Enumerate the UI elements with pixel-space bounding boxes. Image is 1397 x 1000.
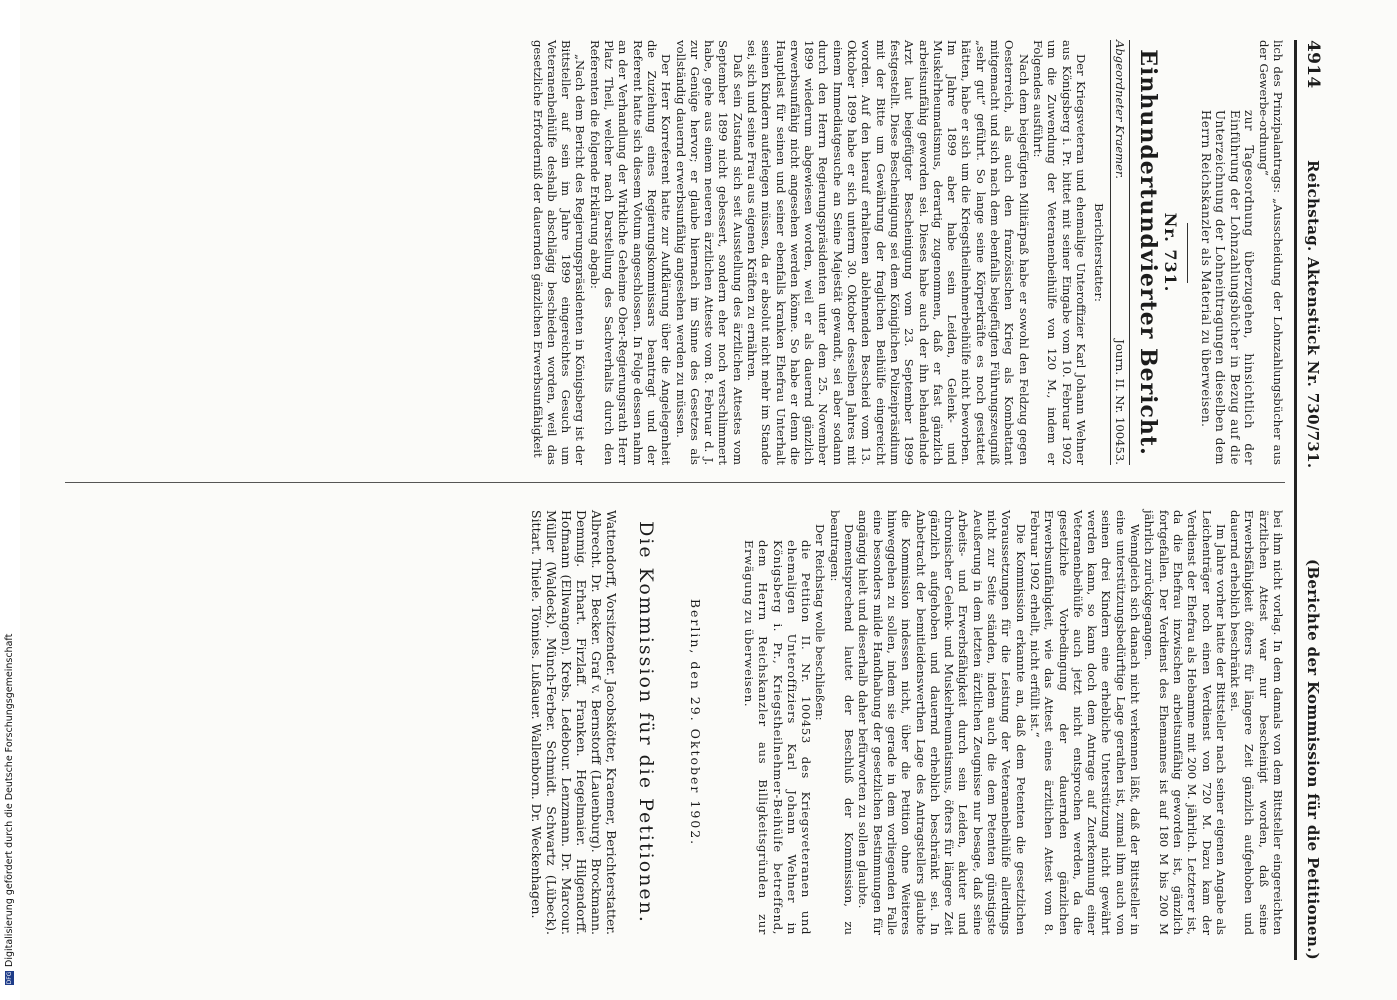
paragraph: Der Kriegsveteran und ehemalige Unteroffizier Karl Johann Wehner aus Königsberg i. Pr. bittet mit seiner Eingabe vom 10. Februar 1902 um die Zuwendung der Veteranenbeihülfe von 120 M., indem er Folgendes ausführt:: [1030, 40, 1088, 465]
rotated-page-content: [48, 0, 1345, 1000]
signoff-date: Berlin, den 29. Oktober 1902.: [687, 598, 703, 847]
section-divider: [1187, 223, 1188, 283]
header-section: (Berichte der Kommission für die Petitionen.): [1304, 559, 1322, 960]
paragraph: bei ihm nicht vorlag. In dem damals von dem Bittsteller eingereichten ärztlichen Attest war nur bescheinigt worden, daß seine Erwerbsfähigkeit öfters für längere Zeit gänzlich aufgehoben und dauernd erheblich beschränkt sei.: [1228, 510, 1285, 935]
dfg-logo-icon: DFG: [6, 971, 13, 985]
page-number: 4914: [1303, 40, 1323, 89]
continuation-text: lich des Prinzipalantrags: „Ausscheidung der Lohnzahlungsbücher aus der Gewerbe-ordnung“: [1256, 40, 1285, 465]
paragraph: Der Herr Korreferent hatte zur Aufklärung über die Angelegenheit die Zuziehung eines Regierungskommissars beantragt und der Referent hatte sich diesem Votum angeschlossen. In Folge dessen nahm an der Verhandlung der Wirkliche Geheime Ober-Regierungsrath Herr Platz Theil, welcher nach Darstellung des Sachverhalts durch den Referenten die folgende Erklärung abgab:: [587, 40, 674, 465]
reporter-name: Abgeordneter Kraemer.: [1113, 40, 1128, 179]
paragraph: Daß sein Zustand sich seit Ausstellung des ärztlichen Attestes vom September 1899 nicht gebessert, sondern eher noch verschlimmert habe, gehe aus einem neueren ärztlichen Atteste vom 8. Februar d. J. zur Genüge hervor; er glaube hiernach im Sinne des Gesetzes als vollständig dauernd erwerbsunfähig angesehen werden zu müssen.: [673, 40, 745, 465]
header-title: Reichstag. Aktenstück Nr. 730/731.: [1304, 160, 1322, 469]
page-header: [1294, 40, 1323, 960]
paragraph: Im Jahre vorher hatte der Bittsteller nach seiner eigenen Angabe als Leichenträger noch einen Verdienst von 720 M. Dazu kam der Verdienst der Ehefrau als Hebamme mit 200 M. jährlich. Letzterer ist, da die Ehefrau inzwischen arbeitsunfähig geworden ist, gänzlich fortgefallen. Der Verdienst des Ehemannes ist auf 180 M bis 200 M jährlich zurückgegangen.: [1142, 510, 1228, 935]
reporter-label: Berichterstatter:: [1092, 203, 1107, 302]
commission-members: Wattendorff, Vorsitzender. Jacobskötter, Kraemer, Berichterstatter. Albrecht. Dr. Becker. Graf v. Bernstorff (Lauenburg). Brockmann. Demmig. Erhart. Firzlaff. Franken. Hegelmaier. Hilgendorff. Hofmann (Ellwangen). Krebs. Ledebour. Lenzmann. Dr. Marcour. Müller (Waldeck). Münch-Ferber. Schmidt. Schwartz (Lübeck). Sittart. Thiele. Tönnies. Lußauer. Wallenborn. Dr. Weckenhagen.: [529, 510, 620, 935]
credit-text: Digitalisierung gefördert durch die Deutsche Forschungsgemeinschaft: [4, 633, 15, 967]
resolution-label: Der Reichstag wolle beschließen:: [813, 524, 828, 721]
reporter-line: [1110, 40, 1130, 465]
journal-number: Journ. II. Nr. 100453.: [1113, 339, 1128, 465]
commission-title: Die Kommission für die Petitionen.: [635, 521, 658, 924]
right-column: [529, 510, 1285, 935]
report-title: Einhundertundvierter Bericht.: [1134, 49, 1161, 456]
digitization-credit: [0, 0, 20, 1000]
document-number: Nr. 731.: [1161, 212, 1181, 293]
paragraph: „Nach dem Bericht des Regierungspräsidenten in Königsberg ist der Bittsteller auf sein im Jahre 1899 eingereichtes Gesuch um Veteranenbeihülfe deshalb abschlägig beschieden worden, weil das gesetzliche Erforderniß der dauernden gänzlichen Erwerbsunfähigkeit: [530, 40, 588, 465]
column-divider: [65, 482, 1285, 483]
paragraph: Wenngleich sich danach nicht verkennen läßt, daß der Bittsteller in eine unterstützungsbedürftige Lage gerathen ist, zumal ihm auch von seinen drei Kindern eine erhebliche Unterstützung nicht gewährt werden kann, so kann doch dem Antrage auf Zuerkennung einer Veteranenbeihülfe auch jetzt nicht entsprochen werden, da die gesetzliche Vorbedingung der dauernden gänzlichen Erwerbsunfähigkeit, wie das Attest eines ärztlichen Attest vom 8. Februar 1902 erhellt, nicht erfüllt ist.“: [1027, 510, 1143, 935]
paragraph: Dementsprechend lautet der Beschluß der Kommission, zu beantragen:: [827, 510, 857, 935]
left-column: [530, 40, 1285, 465]
scanned-page: [20, 0, 1397, 1000]
paragraph: Die Kommission erkannte an, daß dem Petenten die gesetzlichen Voraussetzungen für die Leistung der Veteranenbeihülfe allerdings nicht zur Seite ständen, indem auch die dem Petenten günstigste Aeußerung in dem letzten ärztlichen Zeugnisse nur besage, daß seine Arbeits- und Erwerbsfähigkeit durch sein Leiden, akuter und chronischer Gelenk- und Muskelrheumatismus, öfters für längere Zeit gänzlich aufgehoben und dauernd erheblich beschränkt sei. In Anbetracht der bemitleidenswerthen Lage des Antragstellers glaubte die Kommission indessen nicht, über die Petition ohne Weiteres hinweggehen zu sollen, indem sie gerade in dem vorliegenden Falle eine besonders milde Handhabung der gesetzlichen Bestimmungen für angängig hielt und dieserhalb daher befürworten zu sollen glaubte.: [856, 510, 1028, 935]
motion-text: zur Tagesordnung überzugehen, hinsichtlich der Einführung der Lohnzahlungsbücher in Bezug auf die Unterzeichnung der Lohneintragungen dieselben dem Herrn Reichskanzler als Material zu überweisen.: [1198, 110, 1257, 465]
paragraph: Nach dem beigefügten Militärpaß habe er sowohl den Feldzug gegen Oesterreich, als auch den französischen Krieg als Kombattant mitgemacht und sich nach dem ebenfalls beigefügten Führungszeugniß „sehr gut“ geführt. So lange seine Körperkräfte es noch gestattet hätten, habe er sich um die Kriegstheilnehmerbeihülfe nicht beworben. Im Jahre 1899 aber habe sein Leiden, Gelenk- und Muskelrheumatismus, derartig zugenommen, daß er fast gänzlich arbeitsunfähig geworden sei. Dieses habe auch der ihn behandelnde Arzt laut beigefügter Bescheinigung vom 23. September 1899 festgestellt. Diese Bescheinigung sei dem Königlichen Polizeipräsidium mit der Bitte um Gewährung der fraglichen Beihülfe eingereicht worden. Auf den hierauf erhaltenen ablehnenden Bescheid vom 13. Oktober 1899 habe er sich unterm 30. Oktober desselben Jahres mit einem Immediatgesuche an Seine Majestät gewandt, sei aber sodann durch den Herrn Regierungspräsidenten unter dem 25. November 1899 wiederum abgewiesen worden, weil er als dauernd gänzlich erwerbsunfähig nicht angesehen werden könne. So habe er denn die Hauptlast für seinen und seiner ebenfalls kranken Ehefrau Unterhalt seinen Kindern auferlegen müssen, da er absolut nicht mehr im Stande sei, sich und seine Frau aus eigenen Kräften zu ernähren.: [745, 40, 1031, 465]
resolution-text: die Petition II. Nr. 100453 des Kriegsveteranen und ehemaligen Unteroffiziers Karl Johann Wehner in Königsberg i. Pr., Kriegstheilnehmer-Beihülfe betreffend, dem Herrn Reichskanzler aus Billigkeitsgründen zur Erwägung zu überweisen.: [742, 540, 814, 935]
